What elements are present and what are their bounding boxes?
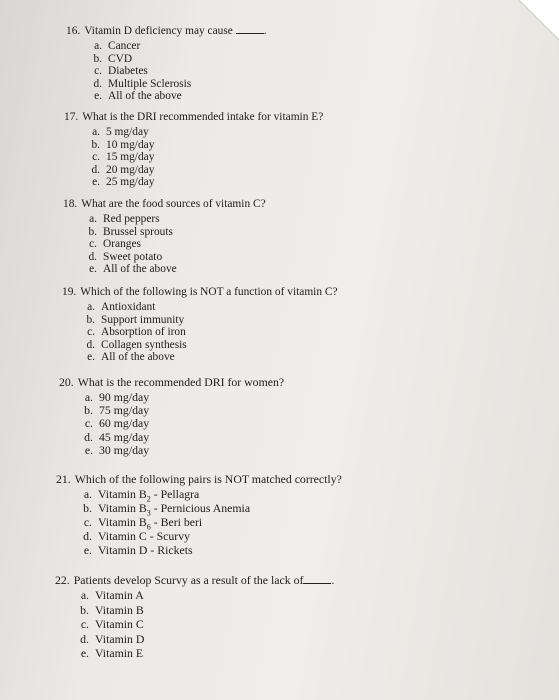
question-stem: 16. Vitamin D deficiency may cause .	[66, 25, 267, 37]
option-d: d. 45 mg/day	[84, 429, 150, 444]
question-22	[55, 574, 334, 662]
option-c: c. Oranges	[89, 238, 141, 251]
option-c: c. Vitamin C	[80, 617, 144, 632]
page-corner-fold	[519, 0, 559, 40]
option-b: b. Vitamin $B_3$ - Pernicious Anemia	[83, 501, 251, 518]
option-a: a. Red peppers	[89, 213, 160, 225]
option-a: a. Vitamin $B_2$ - Pellagra	[83, 487, 200, 504]
option-c: c. Diabetes	[94, 65, 148, 78]
option-b: b. 75 mg/day	[84, 403, 150, 418]
option-a: a. Vitamin A	[80, 588, 144, 602]
question-stem	[56, 473, 342, 486]
question-21	[56, 473, 342, 558]
options-list	[75, 391, 284, 457]
question-text: Which of the following is NOT a function of vitamin C?	[80, 286, 338, 298]
option-a: a. Antioxidant	[87, 301, 156, 313]
question-number: 19.	[62, 286, 77, 298]
option-c: c. 15 mg/day	[92, 151, 155, 164]
option-d: d. Collagen synthesis	[86, 338, 187, 351]
option-b: b. Vitamin B	[80, 602, 144, 617]
question-number: 16.	[66, 25, 81, 37]
options-list	[77, 301, 338, 364]
question-19	[62, 286, 338, 364]
option-d: d. Vitamin D	[80, 631, 145, 646]
answer-blank	[236, 24, 264, 34]
question-number: 21.	[56, 472, 71, 486]
answer-blank	[303, 574, 331, 584]
option-b: b. Brussel sprouts	[88, 225, 173, 238]
option-e: e. All of the above	[89, 263, 177, 276]
question-stem	[63, 198, 266, 211]
question-17	[64, 111, 323, 189]
option-c: c. 60 mg/day	[84, 416, 150, 431]
question-number: 22.	[55, 573, 70, 587]
options-list	[79, 213, 266, 276]
question-16	[66, 24, 267, 103]
option-d: d. 20 mg/day	[91, 163, 155, 176]
question-text: What is the DRI recommended intake for vitamin E?	[82, 111, 324, 123]
option-e: e. 30 mg/day	[84, 442, 150, 457]
option-e: e. All of the above	[87, 351, 175, 364]
question-stem	[62, 286, 338, 299]
option-b: b. 10 mg/day	[91, 138, 155, 151]
question-text: Vitamin D deficiency may cause	[84, 25, 233, 37]
question-number: 18.	[63, 198, 78, 210]
question-stem	[59, 376, 284, 389]
option-c: c. Absorption of iron	[87, 326, 186, 339]
option-e: e. 25 mg/day	[92, 176, 155, 189]
question-text: Which of the following pairs is NOT matched correctly?	[74, 472, 342, 486]
question-stem	[64, 111, 323, 124]
option-b: b. Support immunity	[86, 313, 185, 326]
options-list	[74, 488, 342, 558]
option-d: d. Sweet potato	[88, 250, 163, 263]
question-text: Patients develop Scurvy as a result of the lack of	[73, 573, 304, 587]
option-c: c. Vitamin $B_6$ - Beri beri	[83, 515, 203, 532]
question-20	[59, 376, 284, 457]
option-a: a. 90 mg/day	[84, 390, 150, 404]
question-text: What is the recommended DRI for women?	[77, 375, 285, 389]
option-d: d. Multiple Sclerosis	[93, 77, 192, 90]
option-e: e. Vitamin E	[80, 646, 144, 661]
question-stem: 22. Patients develop Scurvy as a result of the lack of .	[55, 573, 335, 587]
option-d: d. Vitamin C - Scurvy	[83, 529, 191, 543]
option-a: a. Cancer	[94, 40, 141, 52]
options-list	[84, 40, 267, 103]
option-a: a. 5 mg/day	[92, 126, 149, 138]
option-b: b. CVD	[93, 52, 133, 65]
option-e: e. Vitamin D - Rickets	[83, 543, 193, 557]
question-text: What are the food sources of vitamin C?	[81, 198, 266, 210]
question-18	[63, 198, 266, 276]
question-number: 20.	[59, 375, 74, 389]
options-list	[71, 589, 334, 662]
question-number: 17.	[64, 111, 79, 123]
option-e: e. All of the above	[94, 90, 182, 103]
options-list	[82, 126, 323, 189]
